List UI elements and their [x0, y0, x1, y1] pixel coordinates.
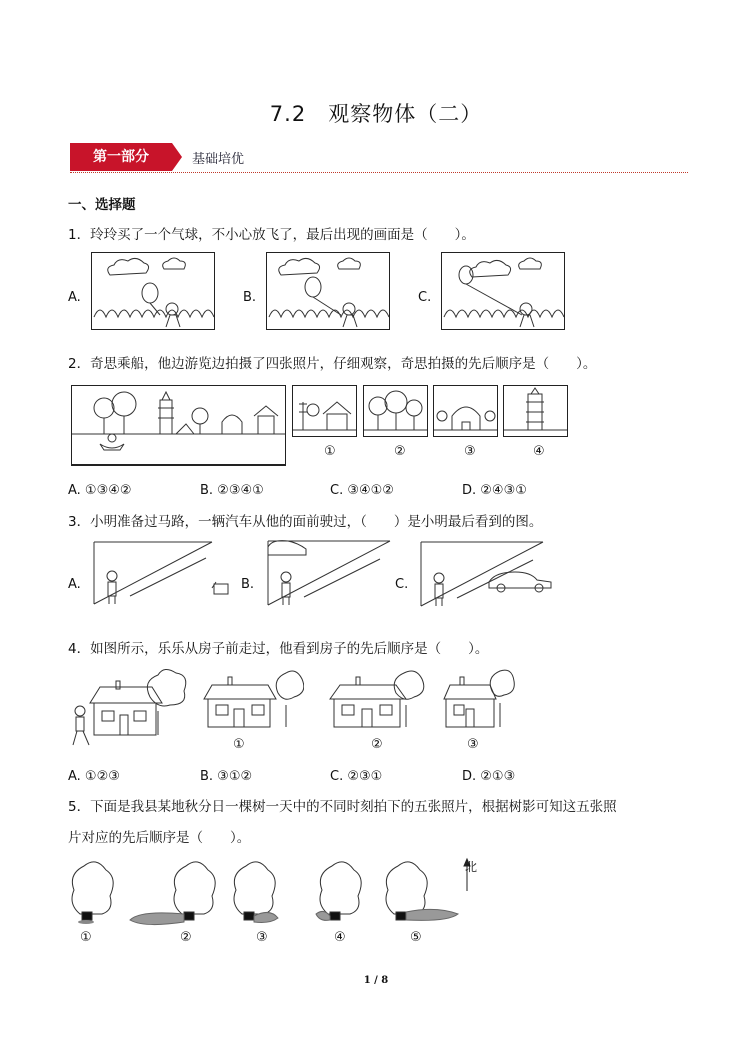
q2-choice-d: D. ②④③①	[462, 483, 527, 498]
q5-trees-picture	[66, 852, 466, 928]
q1-option-b-label: B.	[243, 290, 257, 305]
q2-photo-label-4: ④	[533, 444, 545, 459]
q2-photo-3	[433, 385, 498, 437]
q4-house-2	[326, 667, 430, 733]
q2-choice-c: C. ③④①②	[330, 483, 394, 498]
question-4-text: 4．如图所示，乐乐从房子前走过，他看到房子的先后顺序是（ ）。	[68, 641, 489, 657]
q5-tree-label-3: ③	[256, 930, 268, 945]
q1-option-c-label: C.	[418, 290, 432, 305]
q2-photo-2	[363, 385, 428, 437]
question-2-text: 2．奇思乘船，他边游览边拍摄了四张照片，仔细观察，奇思拍摄的先后顺序是（ ）。	[68, 356, 597, 372]
q3-option-b-picture	[264, 537, 414, 609]
q4-choice-d: D. ②①③	[462, 769, 516, 784]
q4-house-label-3: ③	[467, 737, 479, 752]
q2-scene-picture	[71, 385, 286, 466]
q2-photo-label-3: ③	[464, 444, 476, 459]
q5-tree-label-5: ⑤	[410, 930, 422, 945]
q1-option-a-label: A.	[68, 290, 81, 305]
q3-option-a-label: A.	[68, 577, 81, 592]
q3-option-c-label: C.	[395, 577, 409, 592]
q2-photo-1	[292, 385, 357, 437]
q3-option-c-picture	[417, 538, 567, 610]
q3-option-a-picture	[90, 540, 240, 608]
section-heading: 一、选择题	[68, 197, 136, 213]
question-5-text-line-1: 5．下面是我县某地秋分日一棵树一天中的不同时刻拍下的五张照片，根据树影可知这五张照	[68, 799, 617, 815]
q1-option-c-picture	[441, 252, 565, 330]
section-tag: 第一部分	[70, 143, 172, 171]
q2-choice-b: B. ②③④①	[200, 483, 264, 498]
q4-choice-b: B. ③①②	[200, 769, 253, 784]
q4-house-label-1: ①	[233, 737, 245, 752]
q3-option-b-label: B.	[241, 577, 255, 592]
q2-choice-a: A. ①③④②	[68, 483, 132, 498]
q5-tree-label-2: ②	[180, 930, 192, 945]
q2-photo-4	[503, 385, 568, 437]
q4-house-label-2: ②	[371, 737, 383, 752]
page-title: 7.2 观察物体（二）	[269, 102, 483, 126]
q4-choice-c: C. ②③①	[330, 769, 383, 784]
page-number: 1 / 8	[363, 975, 389, 986]
north-label: 北	[465, 860, 478, 874]
question-5-text-line-2: 片对应的先后顺序是（ ）。	[68, 830, 251, 846]
q4-scene-picture	[70, 667, 198, 757]
q5-tree-label-4: ④	[334, 930, 346, 945]
q5-tree-label-1: ①	[80, 930, 92, 945]
q4-choice-a: A. ①②③	[68, 769, 120, 784]
question-3-text: 3．小明准备过马路，一辆汽车从他的面前驶过，（ ）是小明最后看到的图。	[68, 514, 543, 530]
section-subtitle: 基础培优	[192, 152, 245, 167]
q4-house-1	[200, 667, 304, 733]
q4-house-3	[440, 667, 516, 733]
section-divider	[70, 172, 688, 173]
question-1-text: 1．玲玲买了一个气球，不小心放飞了，最后出现的画面是（ ）。	[68, 227, 475, 243]
q1-option-b-picture	[266, 252, 390, 330]
q2-photo-label-2: ②	[394, 444, 406, 459]
q2-photo-label-1: ①	[324, 444, 336, 459]
q1-option-a-picture	[91, 252, 215, 330]
